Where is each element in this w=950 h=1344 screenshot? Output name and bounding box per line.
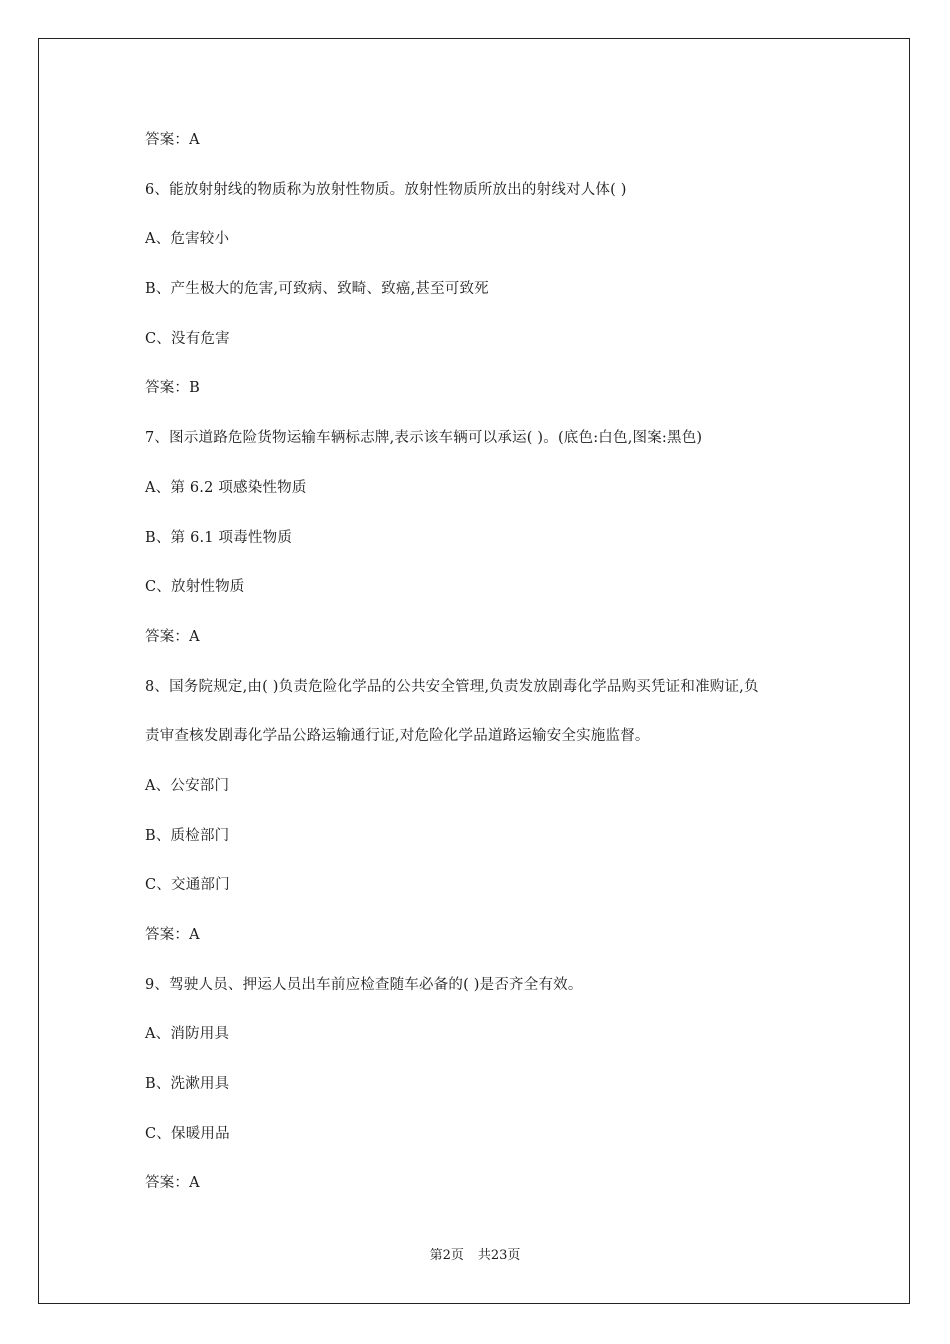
option-c: C、交通部门 xyxy=(145,877,230,894)
answer-line: 答案：A xyxy=(145,927,200,943)
option-c: C、放射性物质 xyxy=(145,579,245,596)
answer-line: 答案：A xyxy=(145,1175,200,1192)
answer-line: 答案：B xyxy=(145,380,200,397)
question-7: 7、图示道路危险货物运输车辆标志牌,表示该车辆可以承运( )。(底色:白色,图案:黑色) xyxy=(145,430,703,447)
option-a: A、第 6.2 项感染性物质 xyxy=(145,479,307,496)
option-b: B、产生极大的危害,可致病、致畸、致癌,甚至可致死 xyxy=(145,281,489,298)
document-body xyxy=(145,128,825,1221)
option-a: A、危害较小 xyxy=(145,231,230,248)
question-8-continued: 责审查核发剧毒化学品公路运输通行证,对危险化学品道路运输安全实施监督。 xyxy=(145,728,650,745)
page-number: 第2页 xyxy=(429,1248,464,1263)
option-b: B、洗漱用具 xyxy=(145,1076,230,1093)
option-b: B、质检部门 xyxy=(145,827,230,844)
option-c: C、没有危害 xyxy=(145,330,230,347)
answer-line: 答案：A xyxy=(145,132,200,148)
page-total: 共23页 xyxy=(477,1248,521,1263)
option-a: A、消防用具 xyxy=(145,1026,230,1043)
option-b: B、第 6.1 项毒性物质 xyxy=(145,529,293,546)
option-c: C、保暖用品 xyxy=(145,1125,230,1142)
page-footer xyxy=(0,1246,950,1266)
question-8: 8、国务院规定,由( )负责危险化学品的公共安全管理,负责发放剧毒化学品购买凭证和准购证,负 xyxy=(145,678,759,695)
question-9: 9、驾驶人员、押运人员出车前应检查随车必备的( )是否齐全有效。 xyxy=(145,976,583,993)
question-6: 6、能放射射线的物质称为放射性物质。放射性物质所放出的射线对人体( ) xyxy=(145,181,627,198)
option-a: A、公安部门 xyxy=(145,777,230,794)
answer-line: 答案：A xyxy=(145,628,200,645)
